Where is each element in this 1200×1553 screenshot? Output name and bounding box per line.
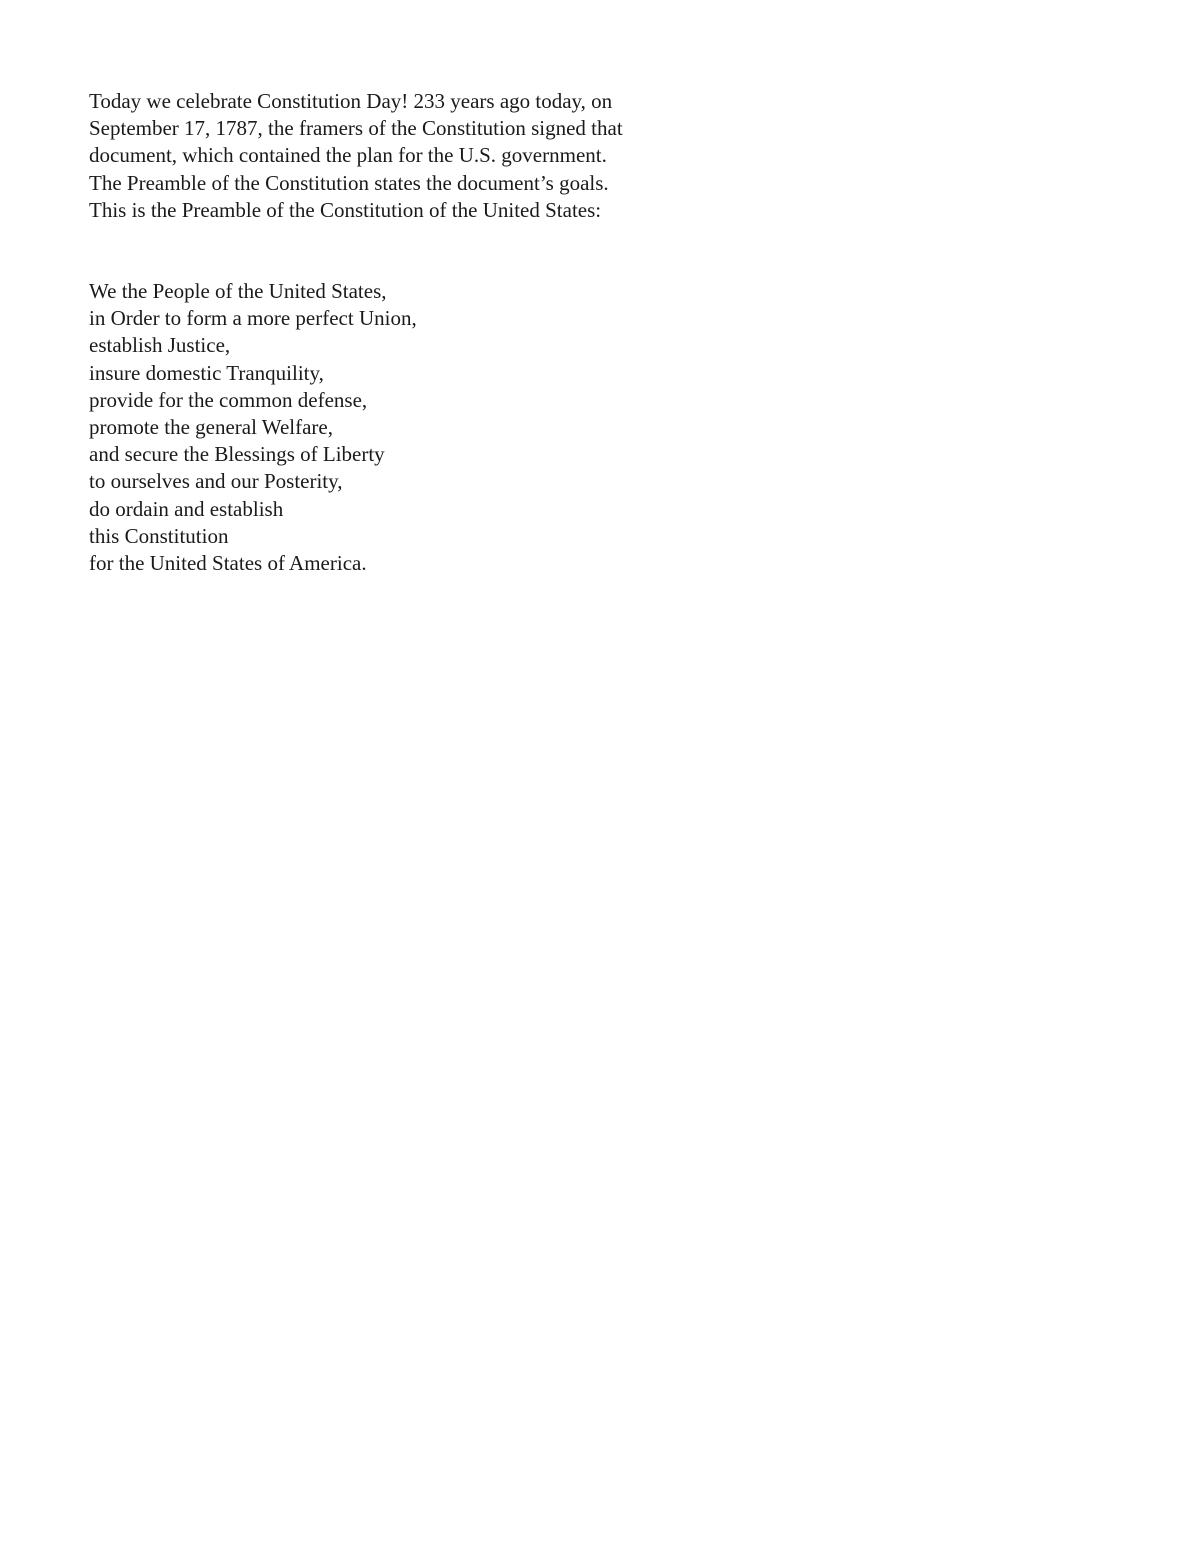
preamble-line: insure domestic Tranquility, <box>89 360 324 385</box>
intro-line: The Preamble of the Constitution states the document’s goals. <box>89 170 609 195</box>
preamble-line: We the People of the United States, <box>89 279 387 303</box>
preamble-line: and secure the Blessings of Liberty <box>89 442 385 467</box>
intro-line: This is the Preamble of the Constitution of the United States: <box>89 197 602 222</box>
preamble-line: promote the general Welfare, <box>89 414 333 439</box>
preamble-line: to ourselves and our Posterity, <box>89 469 343 494</box>
intro-line: September 17, 1787, the framers of the Constitution signed that <box>89 116 623 141</box>
preamble-line: provide for the common defense, <box>89 387 368 412</box>
intro-paragraph <box>89 88 623 224</box>
preamble-line: for the United States of America. <box>89 550 367 575</box>
intro-line: Today we celebrate Constitution Day! 233 years ago today, on <box>89 89 613 113</box>
preamble-line: this Constitution <box>89 523 229 548</box>
preamble-line: in Order to form a more perfect Union, <box>89 306 417 331</box>
preamble-line: establish Justice, <box>89 333 231 358</box>
preamble-line: do ordain and establish <box>89 496 284 521</box>
preamble-text <box>89 278 417 577</box>
intro-line: document, which contained the plan for the U.S. government. <box>89 143 607 168</box>
